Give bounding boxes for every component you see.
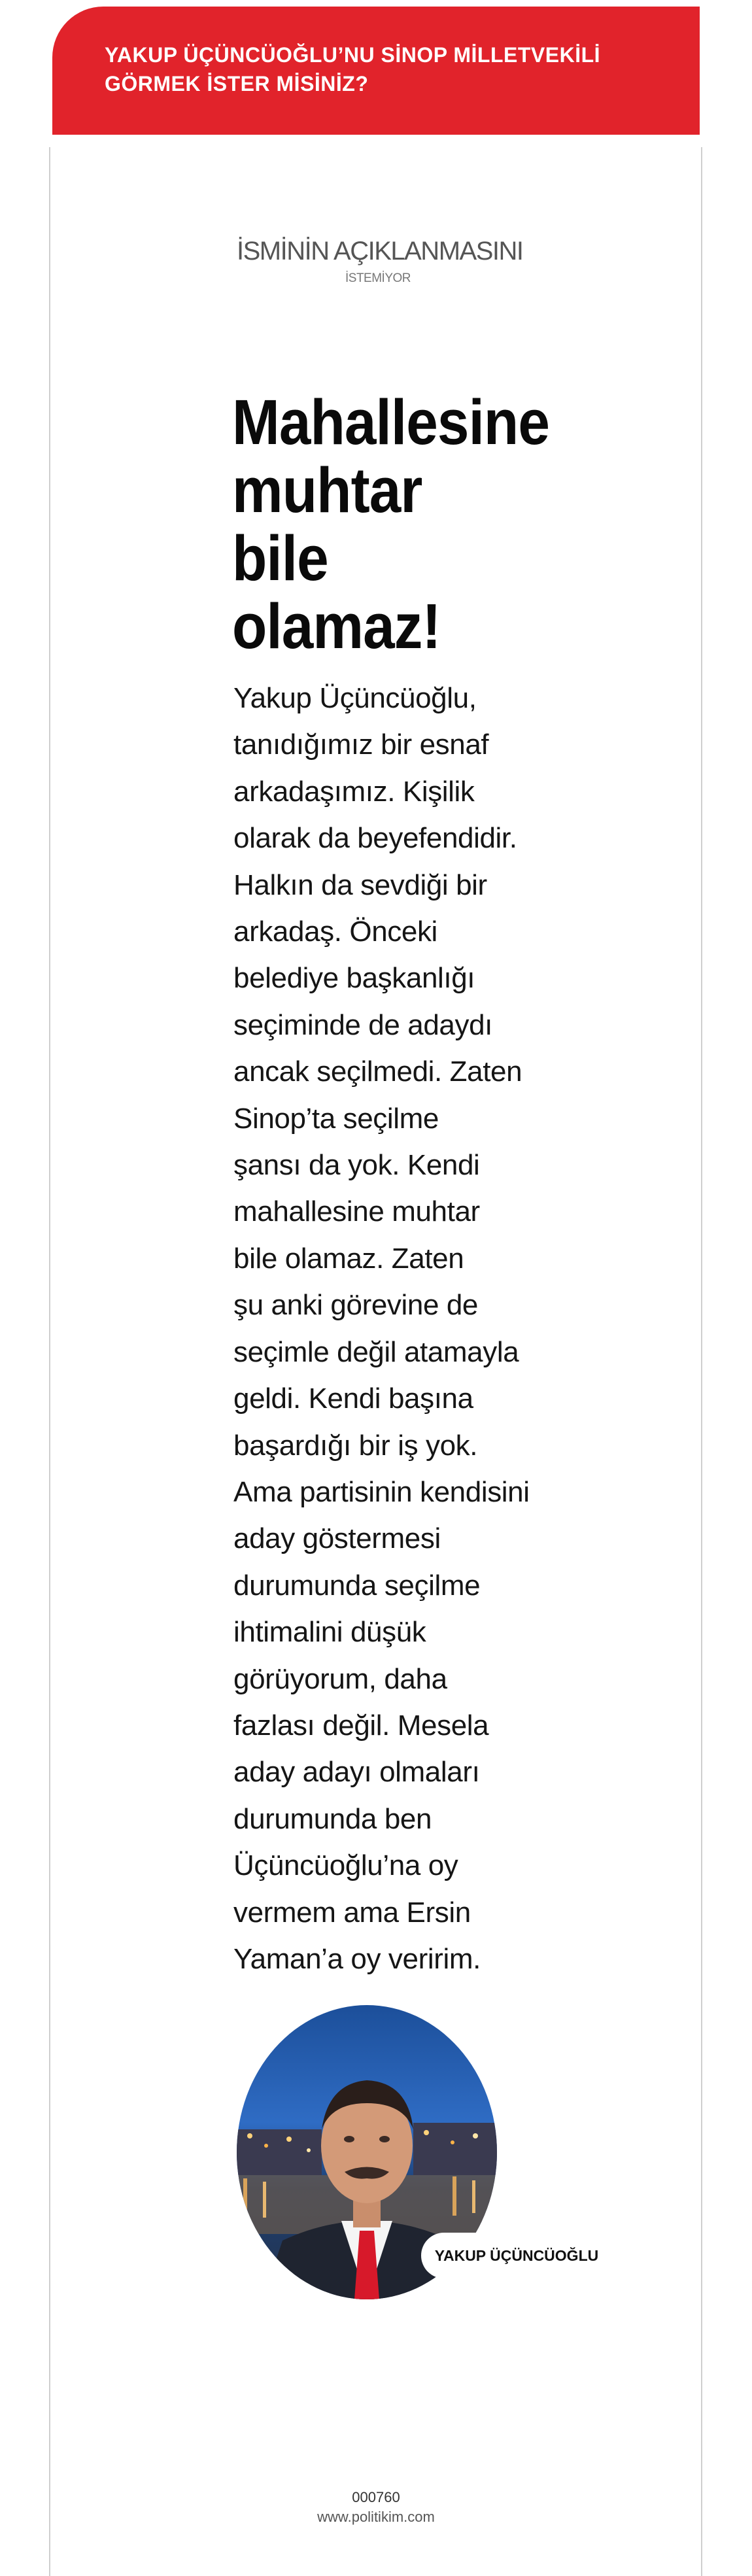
body-line: seçiminde de adaydı — [233, 1008, 492, 1041]
body-line: Üçüncüoğlu’na oy — [233, 1849, 458, 1882]
body-line: belediye başkanlığı — [233, 962, 475, 995]
article-body — [233, 675, 534, 1982]
footer-url: www.politikim.com — [317, 2509, 435, 2525]
left-divider — [49, 147, 50, 2576]
body-line: Yaman’a oy veririm. — [233, 1942, 481, 1975]
body-line: aday göstermesi — [233, 1522, 441, 1555]
headline-line: bile — [232, 523, 328, 594]
body-line: tanıdığımız bir esnaf — [233, 729, 489, 761]
body-line: ancak seçilmedi. Zaten — [233, 1056, 522, 1088]
banner-line-2: GÖRMEK İSTER MİSİNİZ? — [105, 72, 369, 95]
body-line: görüyorum, daha — [233, 1662, 447, 1695]
body-line: şansı da yok. Kendi — [233, 1149, 480, 1182]
kicker-title: İSMİNİN AÇIKLANMASINI — [237, 237, 523, 266]
body-line: Halkın da sevdiği bir — [233, 868, 487, 901]
body-line: seçimle değil atamayla — [233, 1335, 519, 1368]
footer-id: 000760 — [352, 2489, 400, 2505]
body-line: bile olamaz. Zaten — [233, 1242, 464, 1275]
body-line: vermem ama Ersin — [233, 1896, 471, 1929]
body-line: Sinop’ta seçilme — [233, 1102, 439, 1135]
kicker-subtitle: İSTEMİYOR — [345, 271, 411, 285]
body-line: durumunda seçilme — [233, 1569, 481, 1602]
headline — [232, 388, 562, 661]
body-line: Ama partisinin kendisini — [233, 1475, 530, 1508]
body-line: ihtimalini düşük — [233, 1616, 426, 1649]
body-line: şu anki görevine de — [233, 1289, 478, 1322]
right-divider — [701, 147, 702, 2576]
header-banner — [52, 7, 700, 135]
headline-line: olamaz! — [232, 591, 441, 662]
banner-line-1: YAKUP ÜÇÜNCÜOĞLU’NU SİNOP MİLLETVEKİLİ — [105, 43, 601, 67]
body-line: mahallesine muhtar — [233, 1195, 480, 1228]
body-line: fazlası değil. Mesela — [233, 1709, 489, 1742]
body-line: olarak da beyefendidir. — [233, 822, 517, 855]
photo-caption: YAKUP ÜÇÜNCÜOĞLU — [421, 2233, 612, 2278]
banner-question — [105, 41, 667, 98]
body-line: geldi. Kendi başına — [233, 1382, 473, 1415]
body-line: Yakup Üçüncüoğlu, — [233, 682, 477, 714]
body-line: arkadaş. Önceki — [233, 916, 437, 948]
headline-line: muhtar — [232, 455, 422, 526]
body-line: arkadaşımız. Kişilik — [233, 775, 475, 808]
body-line: başardığı bir iş yok. — [233, 1429, 478, 1462]
body-line: aday adayı olmaları — [233, 1756, 480, 1789]
headline-line: Mahallesine — [232, 386, 550, 458]
body-line: durumunda ben — [233, 1802, 432, 1835]
